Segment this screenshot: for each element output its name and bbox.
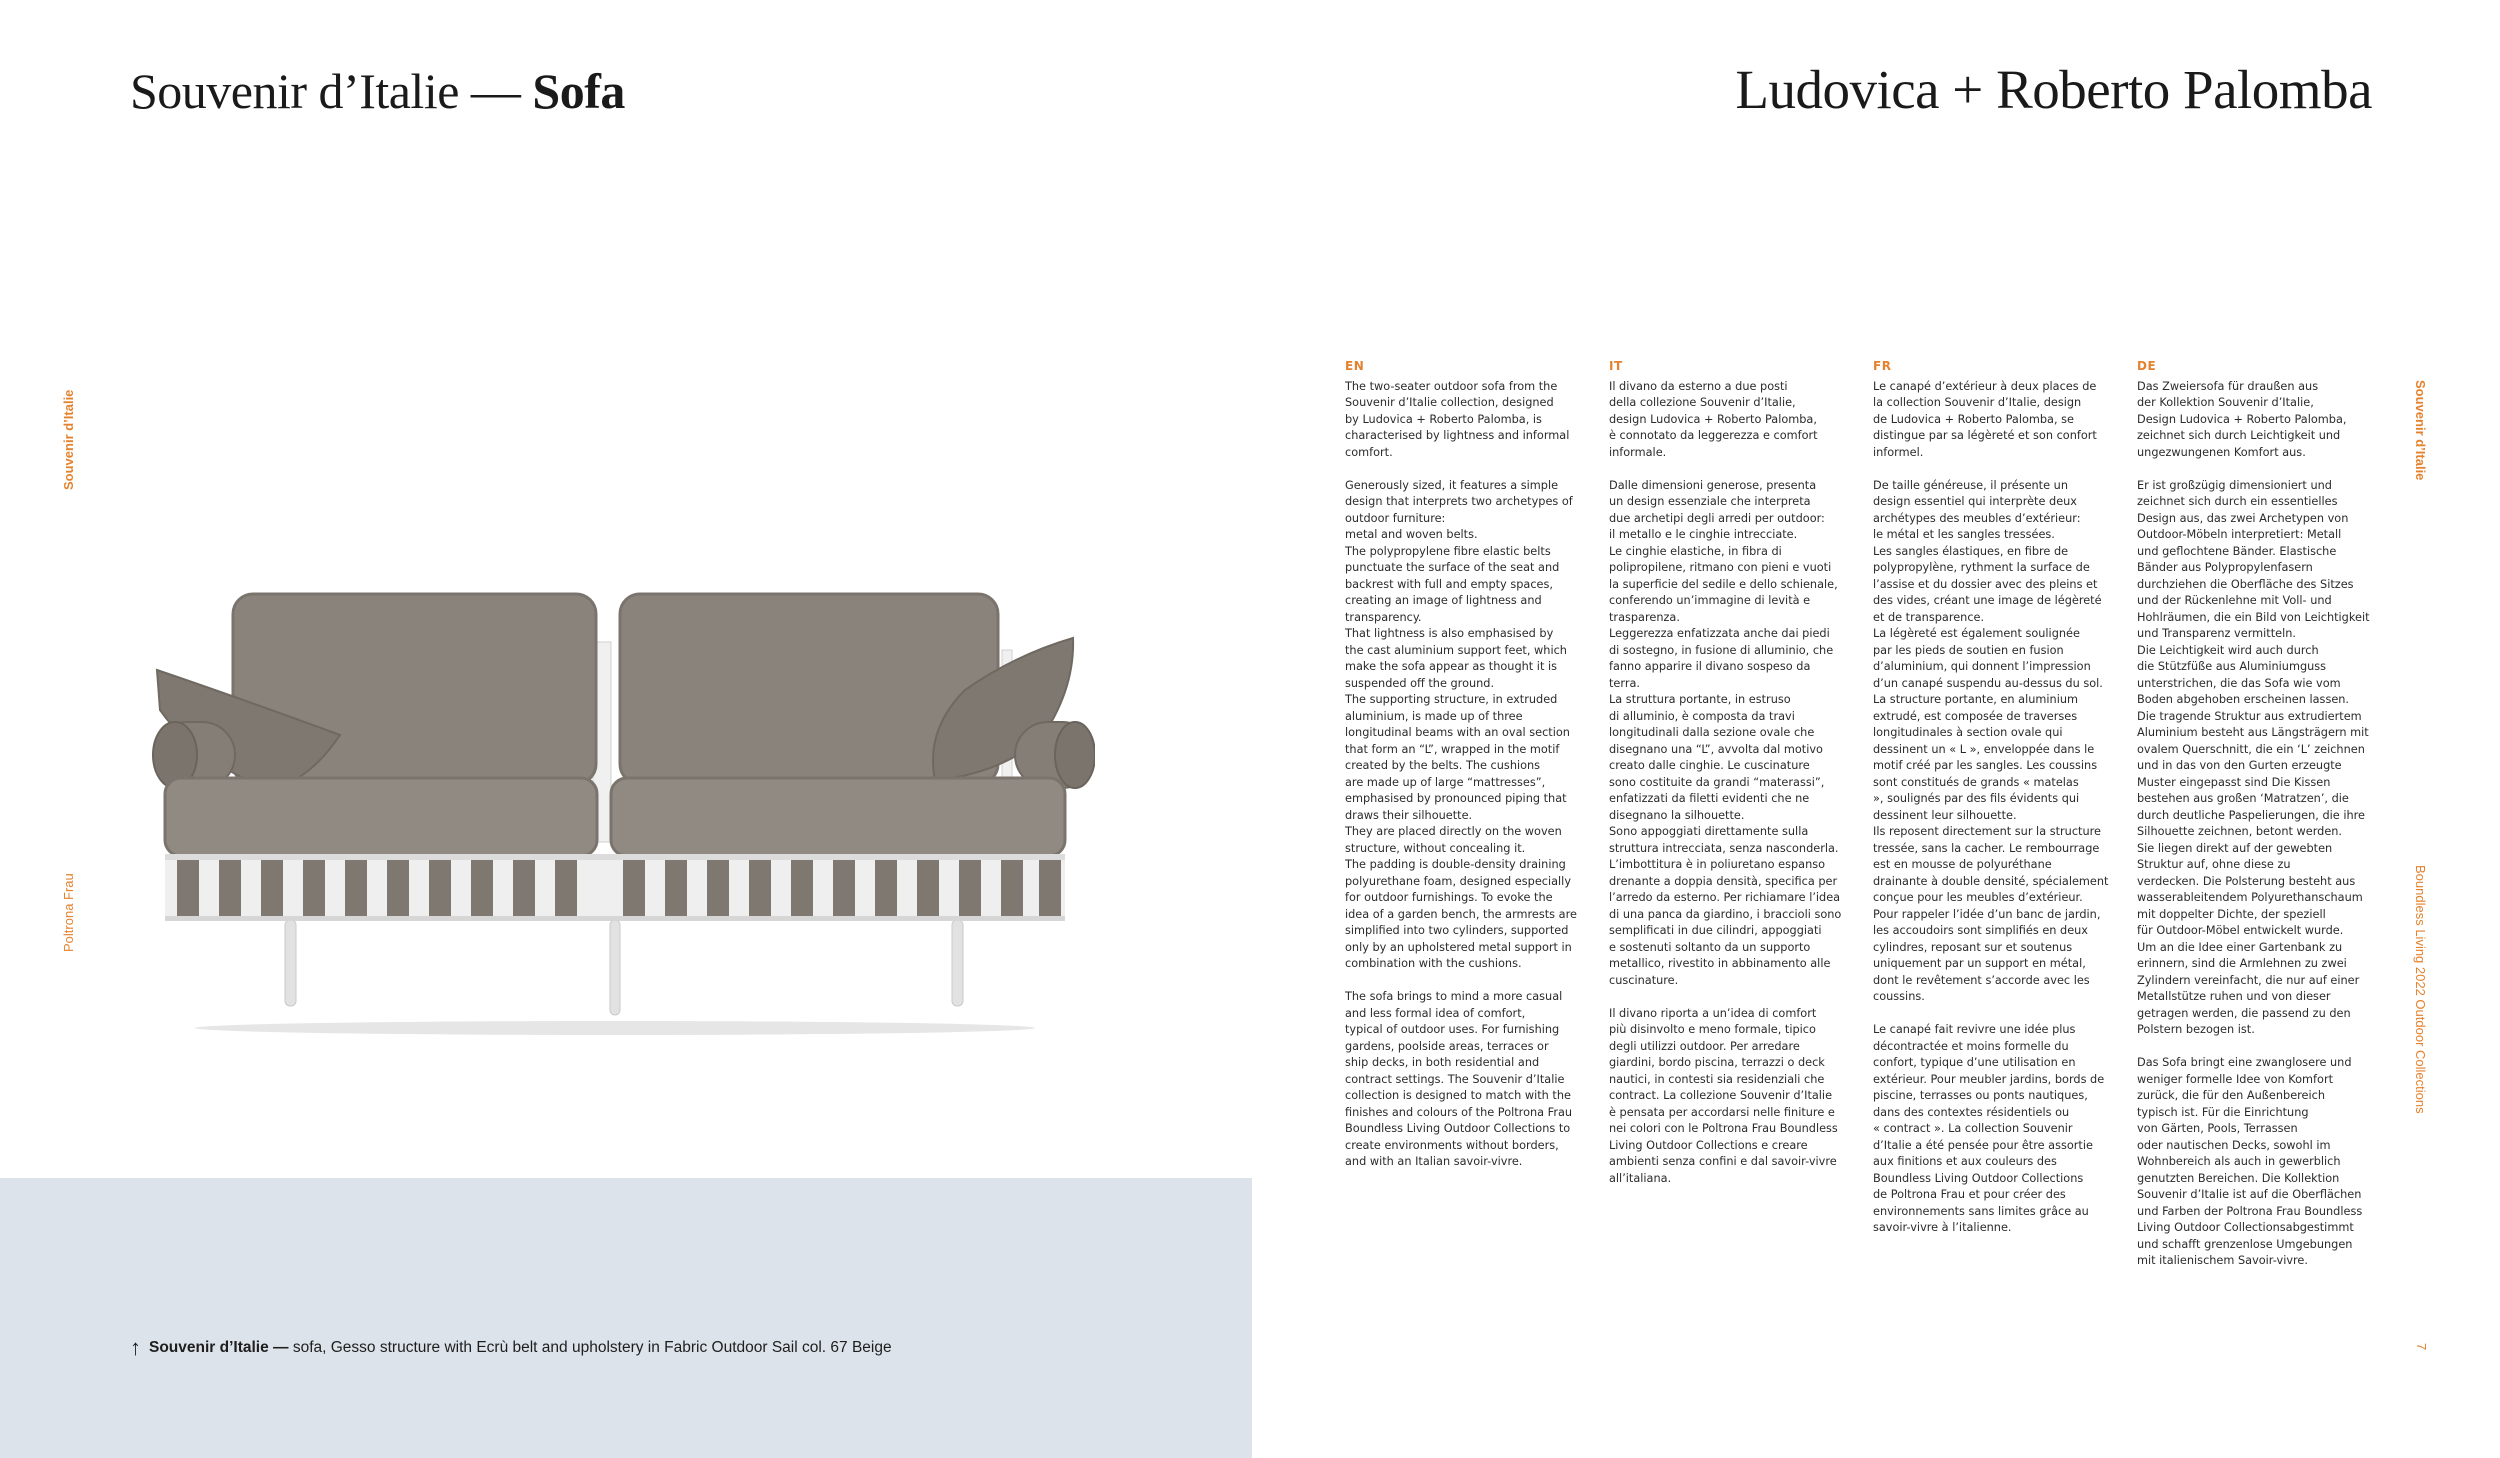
paragraph: The sofa brings to mind a more casual and less formal idea of comfort, typical of outdoor uses. For furnishing gardens, poolside areas, terraces or ship decks, in both residential and contract settings. The Souvenir d’Italie collection is designed to match with the finishes and colours of the Poltrona Frau Boundless Living Outdoor Collections to create environments without borders, and with an Italian savoir-vivre. [1345, 990, 1573, 1168]
paragraph: Er ist großzügig dimensioniert und zeichnet sich durch ein essentielles Design aus, das zwei Archetypen von Outdoor-Möbeln interpretiert: Metall und geflochtene Bänder. Elastische Bänder aus Polypropylenfasern durchziehen die Oberfläche des Sitzes und der Rückenlehne mit Voll- und Hohlräumen, die ein Bild von Leichtigkeit und Transparenz vermitteln. Die Leichtigkeit wird auch durch die Stützfüße aus Aluminiumguss unterstrichen, die das Sofa wie vom Boden abgehoben erscheinen lassen. Die tragende Struktur aus extrudiertem Aluminium besteht aus Längsträgern mit ovalem Querschnitt, die ein ‘L’ zeichnen und in das von den Gurten erzeugte Muster eingepasst sind Die Kissen bestehen aus großen ‘Matratzen’, die durch deutliche Paspelierungen, die ihre Silhouette zeichnen, betont werden. Sie liegen direkt auf der gewebten Struktur auf, ohne diese zu verdecken. Die Polsterung besteht aus wasserableitendem Polyurethanschaum mit doppelter Dichte, der speziell für Outdoor-Möbel entwickelt wurde. Um an die Idee einer Gartenbank zu erinnern, sind die Armlehnen zu zwei Zylindern vereinfacht, die nur auf einer Metallstütze ruhen und von dieser getragen werden, die passend zu den Polstern bezogen ist. [2137, 478, 2370, 1036]
caption-panel [0, 1178, 1252, 1458]
image-caption [130, 1337, 892, 1359]
paragraph: Das Sofa bringt eine zwanglosere und weniger formelle Idee von Komfort zurück, die für den Außenbereich typisch ist. Für die Einrichtung von Gärten, Pools, Terrassen oder nautischen Decks, sowohl im Wohnbereich als auch in gewerblich genutzten Bereichen. Die Kollektion Souvenir d’Italie ist auf die Oberflächen und Farben der Poltrona Frau Boundless Living Outdoor Collectionsabgestimmt und schafft grenzenlose Umgebungen mit italienischem Savoir-vivre. [2137, 1056, 2363, 1267]
sofa-illustration [135, 570, 1095, 1040]
left-collection-label: Souvenir d’Italie [61, 389, 76, 490]
paragraph: Il divano da esterno a due posti della collezione Souvenir d’Italie, design Ludovica + Roberto Palomba, è connotato da leggerezza e comfort informale. [1609, 379, 1818, 459]
caption-text: sofa, Gesso structure with Ecrù belt and upholstery in Fabric Outdoor Sail col. 67 Beige [288, 1339, 892, 1356]
text-column-fr [1873, 358, 2123, 1237]
paragraph: Le canapé d’extérieur à deux places de la collection Souvenir d’Italie, design de Ludovica + Roberto Palomba, se distingue par sa légèreté et son confort informel. [1873, 379, 2097, 459]
right-series-label: Boundless Living 2022 Outdoor Collections [2413, 865, 2428, 1114]
text-column-en [1345, 358, 1595, 1171]
right-collection-label: Souvenir d’Italie [2413, 380, 2428, 481]
arrow-up-icon: ↑ [130, 1335, 141, 1360]
caption-product-name: Souvenir d’Italie — [149, 1339, 289, 1356]
language-label-it: IT [1609, 359, 1623, 373]
paragraph: Das Zweiersofa für draußen aus der Kollektion Souvenir d’Italie, Design Ludovica + Roberto Palomba, zeichnet sich durch Leichtigkeit und ungezwungenen Komfort aus. [2137, 379, 2347, 459]
paragraph: The two-seater outdoor sofa from the Souvenir d’Italie collection, designed by Ludovica + Roberto Palomba, is characterised by lightness and informal comfort. [1345, 379, 1570, 459]
page-title [130, 62, 625, 120]
paragraph: Le canapé fait revivre une idée plus décontractée et moins formelle du confort, typique d’une utilisation en extérieur. Pour meubler jardins, bords de piscine, terrasses ou ponts nautiques, dans des contextes résidentiels ou « contract ». La collection Souvenir d’Italie a été pensée pour être assortie aux finitions et aux couleurs des Boundless Living Outdoor Collections de Poltrona Frau et pour créer des environnements sans limites grâce au savoir-vivre à l’italienne. [1873, 1023, 2105, 1234]
left-brand-label: Poltrona Frau [61, 873, 76, 952]
paragraph: Dalle dimensioni generose, presenta un design essenziale che interpreta due archetipi degli arredi per outdoor: il metallo e le cinghie intrecciate. Le cinghie elastiche, in fibra di polipropilene, ritmano con pieni e vuoti la superficie del sedile e dello schienale, conferendo un’immagine di levità e trasparenza. Leggerezza enfatizzata anche dai piedi di sostegno, in fusione di alluminio, che fanno apparire il divano sospeso da terra. La struttura portante, in estruso di alluminio, è composta da travi longitudinali dalla sezione ovale che disegnano una “L”, avvolta dal motivo creato dalle cinghie. Le cuscinature sono costituite da grandi “materassi”, enfatizzati da filetti evidenti che ne disegnano la silhouette. Sono appoggiati direttamente sulla struttura intrecciata, senza nasconderla. L’imbottitura è in poliuretano espanso drenante a doppia densità, specifica per l’arredo da esterno. Per richiamare l’idea di una panca da giardino, i braccioli sono semplificati in due cilindri, appoggiati e sostenuti soltanto da un supporto metallico, rivestito in abbinamento alle cuscinature. [1609, 478, 1842, 987]
designers-title: Ludovica + Roberto Palomba [1735, 59, 2372, 120]
text-column-it [1609, 358, 1859, 1187]
language-label-fr: FR [1873, 359, 1892, 373]
title-light: Souvenir d’Italie — [130, 63, 533, 119]
title-bold: Sofa [532, 63, 625, 119]
page-number-right: 7 [2414, 1343, 2429, 1351]
text-column-de [2137, 358, 2387, 1270]
sofa-image [135, 570, 1095, 1040]
paragraph: Generously sized, it features a simple design that interprets two archetypes of outdoor furniture: metal and woven belts. The polypropylene fibre elastic belts punctuate the surface of the seat and backrest with full and empty spaces, creating an image of lightness and transparency. That lightness is also emphasised by the cast aluminium support feet, which make the sofa appear as thought it is suspended off the ground. The supporting structure, in extruded aluminium, is made up of three longitudinal beams with an oval section that form an “L”, wrapped in the motif created by the belts. The cushions are made up of large “mattresses”, emphasised by pronounced piping that draws their silhouette. They are placed directly on the woven structure, without concealing it. The padding is double-density draining polyurethane foam, designed especially for outdoor furnishings. To evoke the idea of a garden bench, the armrests are simplified into two cylinders, supported only by an upholstered metal support in combination with the cushions. [1345, 478, 1577, 970]
language-label-en: EN [1345, 359, 1365, 373]
language-label-de: DE [2137, 359, 2157, 373]
paragraph: De taille généreuse, il présente un design essentiel qui interprète deux archétypes des meubles d’extérieur: le métal et les sangles tressées. Les sangles élastiques, en fibre de polypropylène, rythment la surface de l’assise et du dossier avec des pleins et des vides, créant une image de légèreté et de transparence. La légèreté est également soulignée par les pieds de soutien en fusion d’aluminium, qui donnent l’impression d’un canapé suspendu au-dessus du sol. La structure portante, en aluminium extrudé, est composée de traverses longitudinales à section ovale qui dessinent un « L », enveloppée dans le motif créé par les sangles. Les coussins sont constitués de grands « matelas », soulignés par des fils évidents qui dessinent leur silhouette. Ils reposent directement sur la structure tressée, sans la cacher. Le rembourrage est en mousse de polyuréthane drainante à double densité, spécialement conçue pour les meubles d’extérieur. Pour rappeler l’idée d’un banc de jardin, les accoudoirs sont simplifiés en deux cylindres, reposant sur et soutenus uniquement par un support en métal, dont le revêtement s’accorde avec les coussins. [1873, 478, 2109, 1003]
paragraph: Il divano riporta a un’idea di comfort più disinvolto e meno formale, tipico degli utilizzi outdoor. Per arredare giardini, bordo piscina, terrazzi o deck nautici, in contesti sia residenziali che contract. La collezione Souvenir d’Italie è pensata per accordarsi nelle finiture e nei colori con le Poltrona Frau Boundless Living Outdoor Collections e creare ambienti senza confini e dal savoir-vivre all’italiana. [1609, 1006, 1838, 1185]
